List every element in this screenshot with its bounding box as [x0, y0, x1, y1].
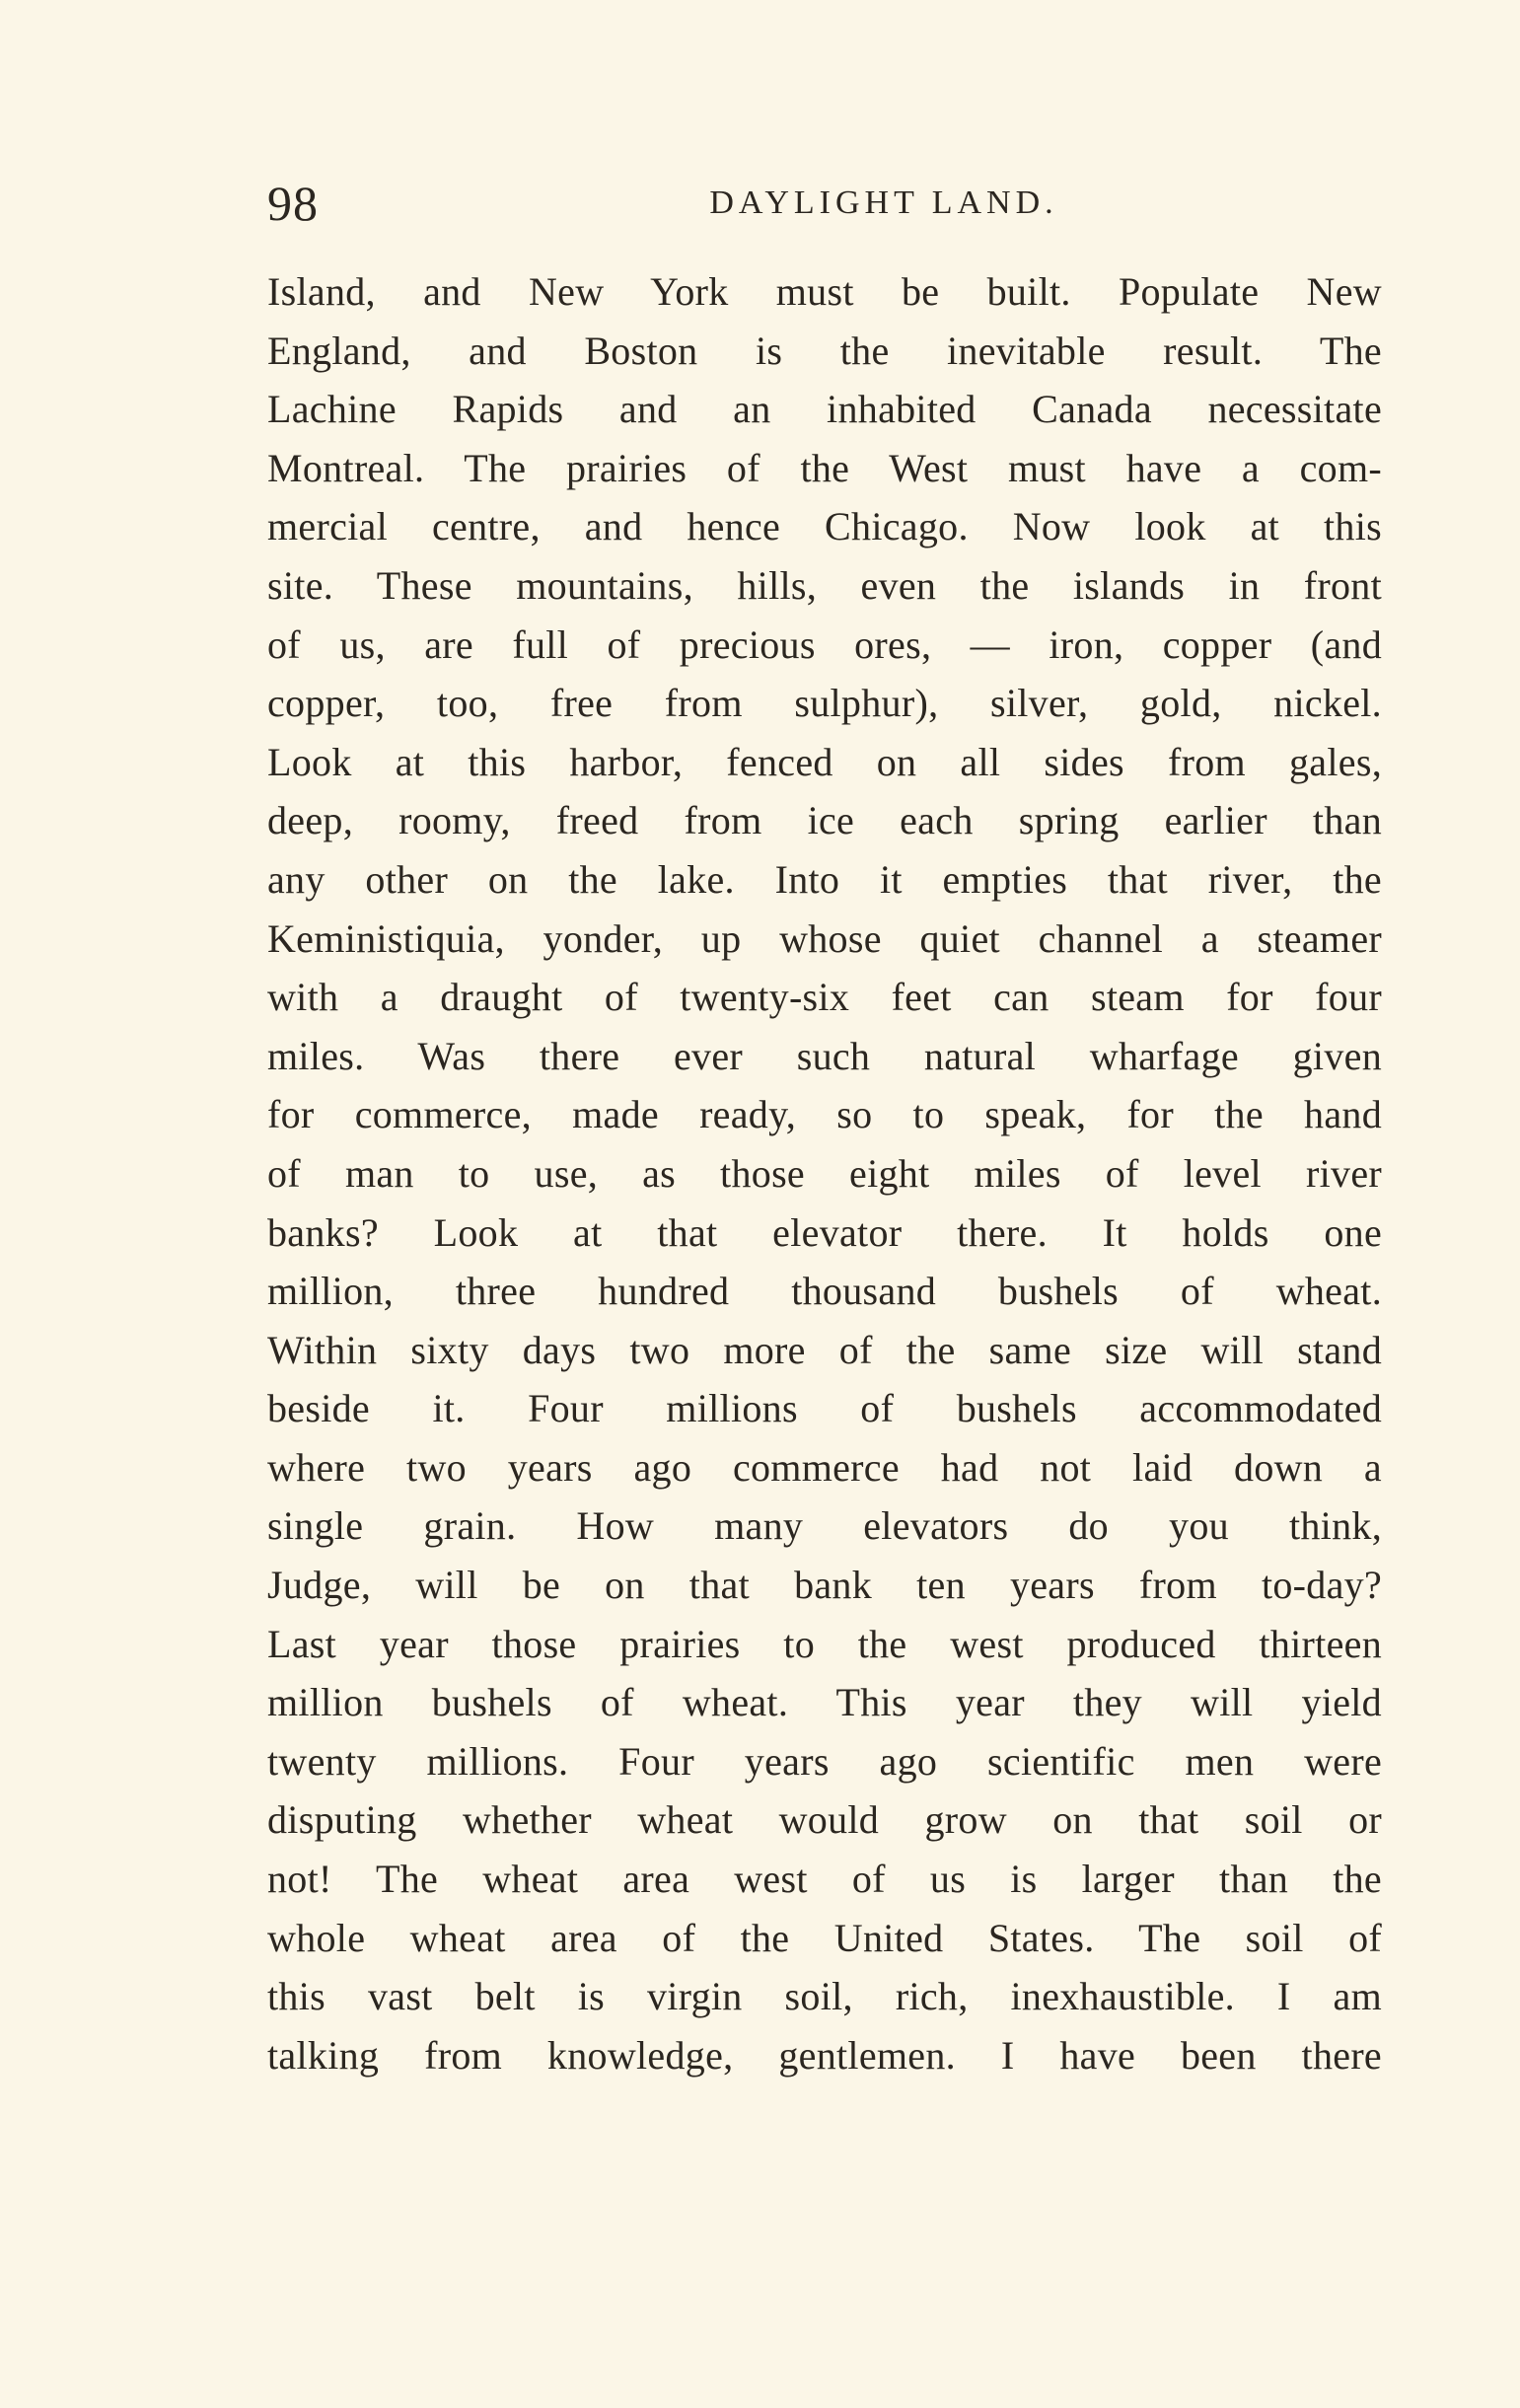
text-line: miles. Was there ever such natural wharfage given [267, 1033, 1382, 1078]
text-line: any other on the lake. Into it empties that river, the [267, 856, 1382, 902]
text-line: talking from knowledge, gentlemen. I have been there [267, 2032, 1382, 2078]
text-line: deep, roomy, freed from ice each spring earlier than [267, 798, 1382, 843]
text-line: of man to use, as those eight miles of level river [267, 1150, 1382, 1196]
text-line: site. These mountains, hills, even the islands in front [267, 562, 1382, 608]
running-title: DAYLIGHT LAND. [709, 184, 1058, 221]
text-line: for commerce, made ready, so to speak, for the hand [267, 1092, 1382, 1137]
page-number: 98 [267, 176, 319, 231]
text-line: Island, and New York must be built. Populate New [267, 269, 1382, 314]
text-line: million bushels of wheat. This year they will yield [267, 1680, 1382, 1725]
text-line: disputing whether wheat would grow on that soil or [267, 1797, 1382, 1843]
text-line: this vast belt is virgin soil, rich, inexhaustible. I am [267, 1974, 1382, 2019]
text-line: whole wheat area of the United States. The soil of [267, 1915, 1382, 1960]
text-line: banks? Look at that elevator there. It holds one [267, 1209, 1382, 1255]
text-line: Lachine Rapids and an inhabited Canada necessitate [267, 387, 1382, 432]
text-line: million, three hundred thousand bushels of wheat. [267, 1269, 1382, 1314]
text-line: single grain. How many elevators do you think, [267, 1503, 1382, 1549]
text-line: England, and Boston is the inevitable result. The [267, 328, 1382, 373]
text-line: Within sixty days two more of the same size will stand [267, 1327, 1382, 1372]
running-head [267, 174, 1382, 233]
text-line: of us, are full of precious ores, — iron, copper (and [267, 621, 1382, 667]
text-line: Look at this harbor, fenced on all sides from gales, [267, 739, 1382, 784]
text-line: Judge, will be on that bank ten years from to-day? [267, 1563, 1382, 1608]
text-line: not! The wheat area west of us is larger than the [267, 1857, 1382, 1902]
text-line: beside it. Four millions of bushels accommodated [267, 1386, 1382, 1431]
text-line: Montreal. The prairies of the West must have a com- [267, 445, 1382, 490]
text-line: where two years ago commerce had not laid down a [267, 1444, 1382, 1490]
body-text [267, 262, 1382, 2084]
text-line: with a draught of twenty-six feet can steam for four [267, 975, 1382, 1020]
text-line: Keministiquia, yonder, up whose quiet channel a steamer [267, 915, 1382, 961]
text-line: mercial centre, and hence Chicago. Now look at this [267, 504, 1382, 549]
text-line: twenty millions. Four years ago scientific men were [267, 1738, 1382, 1784]
text-line: copper, too, free from sulphur), silver, gold, nickel. [267, 681, 1382, 726]
text-line: Last year those prairies to the west produced thirteen [267, 1621, 1382, 1666]
